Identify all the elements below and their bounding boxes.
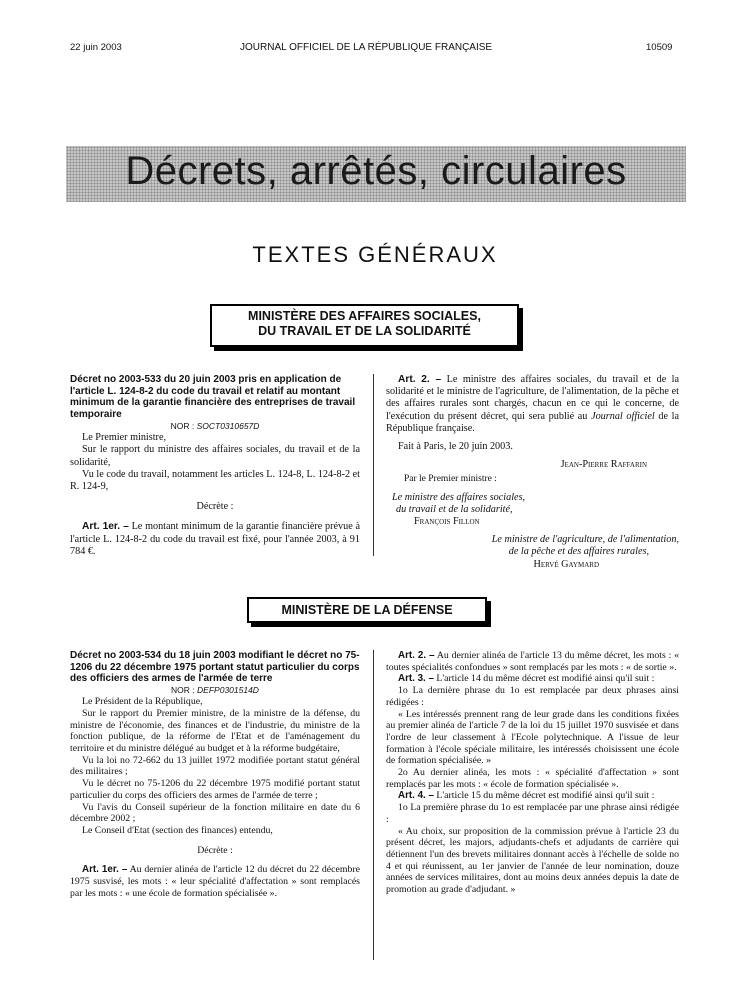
decree2-nor xyxy=(70,685,360,697)
art-label: Art. 1er. – xyxy=(82,864,128,876)
art-text: Au dernier alinéa de l'article 13 du même décret, les mots : « toutes spécialités confondues » sont remplacés par les mots : « de sortie ». xyxy=(386,650,679,673)
decree2-p1: Le Président de la République, xyxy=(82,696,203,708)
decree2-p5: Vu l'avis du Conseil supérieur de la fonction militaire en date du 6 décembre 2002 ; xyxy=(70,801,360,825)
decree2-p2: Sur le rapport du Premier ministre, de la ministre de la défense, du ministre de l'économie, des finances et de l'industrie, du ministre de la fonction publique, de la réforme de l'Etat et de l'aménagement du territoire et du ministre délégué au budget et à la réforme budgétaire, xyxy=(70,707,360,755)
decree2-art4-p1: 1o La première phrase du 1o est remplacée par une phrase ainsi rédigée : xyxy=(386,802,679,825)
decree1-left-column xyxy=(70,374,360,558)
decree2-art3 xyxy=(386,673,679,685)
art-text: Le montant minimum de la garantie financière prévue à l'article L. 124-8-2 du code du travail est fixé, pour l'année 2003, à 91 784 €. xyxy=(70,521,360,557)
section-title: TEXTES GÉNÉRAUX xyxy=(252,242,498,267)
decree1-p1: Le Premier ministre, xyxy=(82,432,167,444)
art-label: Art. 2. – xyxy=(398,650,435,661)
art-text: L'article 14 du même décret est modifié ainsi qu'il suit : xyxy=(436,673,655,685)
nor-label: NOR : xyxy=(170,421,195,431)
decree1-min2-l1: Le ministre de l'agriculture, de l'alimentation, xyxy=(491,534,679,546)
decree1-p2: Sur le rapport du ministre des affaires sociales, du travail et de la solidarité, xyxy=(70,444,360,468)
decree1-nor xyxy=(70,420,360,432)
decree1-min2-name: Hervé Gaymard xyxy=(533,558,599,570)
decree1-signatory: Jean-Pierre Raffarin xyxy=(560,459,647,471)
art-label: Art. 1er. – xyxy=(82,521,129,533)
journal-name: Journal officiel xyxy=(591,410,655,422)
art-text-end: de la République française. xyxy=(386,410,679,434)
decree2-right-column xyxy=(386,650,679,896)
header-page-number: 10509 xyxy=(646,42,673,53)
nor-code: DEFP0301514D xyxy=(197,684,259,695)
art-label: Art. 4. – xyxy=(398,790,434,802)
decree1-min1-name: François Fillon xyxy=(414,516,480,528)
column-divider xyxy=(373,650,374,960)
art-label: Art. 2. – xyxy=(398,374,442,385)
decree2-art2 xyxy=(386,650,679,673)
decree1-right-column xyxy=(386,374,679,571)
decree2-art1 xyxy=(70,864,360,899)
decree2-p6: Le Conseil d'Etat (section des finances) entendu, xyxy=(82,824,273,836)
art-label: Art. 3. – xyxy=(398,673,434,685)
decree1-min1-l2: du travail et de la solidarité, xyxy=(396,503,513,515)
decree2-title: Décret no 2003-534 du 18 juin 2003 modifiant le décret no 75-1206 du 22 décembre 1975 portant statut particulier du corps des officiers des armes de l'armée de terre xyxy=(70,650,360,684)
art-text: Le ministre des affaires sociales, du travail et de la solidarité et le ministre de l'agriculture, de l'alimentation, de la pêche et des affaires rurales sont chargés, chacun en ce qui le concerne, de l'exécution du présent décret, qui sera publié au xyxy=(386,374,680,422)
decree2-art3-p1: 1o La dernière phrase du 1o est remplacée par deux phrases ainsi rédigées : xyxy=(386,685,679,708)
decree1-decrete: Décrète : xyxy=(196,501,234,513)
decree1-min2-l2: de la pêche et des affaires rurales, xyxy=(508,546,649,558)
decree1-fait: Fait à Paris, le 20 juin 2003. xyxy=(398,441,513,453)
ministry-line-1: MINISTÈRE DE LA DÉFENSE xyxy=(281,603,453,617)
banner xyxy=(66,146,686,202)
decree2-art3-p2: « Les intéressés prennent rang de leur grade dans les conditions fixées au premier alinéa de l'article 7 de la loi du 15 juillet 1970 susvisée et dans l'ordre de leur classement à l'Ecole polytechnique. A l'issue de leur formation à l'école spéciale militaire, les intéressés choisissent une école de formation spécialisée. » xyxy=(386,708,679,767)
banner-title: Décrets, arrêtés, circulaires xyxy=(125,149,627,193)
header-journal: JOURNAL OFFICIEL DE LA RÉPUBLIQUE FRANÇAISE xyxy=(240,42,493,53)
decree1-min1-l1: Le ministre des affaires sociales, xyxy=(392,491,526,503)
decree2-p4: Vu le décret no 75-1206 du 22 décembre 1975 modifié portant statut particulier du corps des officiers des armes de l'armée de terre ; xyxy=(70,778,360,801)
art-text: L'article 15 du même décret est modifié ainsi qu'il suit : xyxy=(436,790,655,802)
nor-code: SOCT0310657D xyxy=(196,421,260,431)
column-divider xyxy=(373,374,374,556)
decree2-art3-p3: 2o Au dernier alinéa, les mots : « spécialité d'affectation » sont remplacés par les mots : « école de formation spécialisée ». xyxy=(386,767,679,790)
decree2-decrete: Décrète : xyxy=(197,844,233,856)
header-date: 22 juin 2003 xyxy=(70,42,122,53)
decree2-art4 xyxy=(386,790,679,802)
ministry-box-social xyxy=(210,304,519,347)
nor-label: NOR : xyxy=(171,684,195,695)
ministry-box-defense xyxy=(247,597,487,623)
decree1-p3: Vu le code du travail, notamment les articles L. 124-8, L. 124-8-2 et R. 124-9, xyxy=(70,468,360,493)
decree2-left-column xyxy=(70,650,360,899)
ministry-line-1: MINISTÈRE DES AFFAIRES SOCIALES, xyxy=(248,309,481,323)
art-text: Au dernier alinéa de l'article 12 du décret du 22 décembre 1975 susvisé, les mots : « leur spécialité d'affectation » sont remplacés par les mots : « une école de formation spécialisée ». xyxy=(70,864,360,899)
decree1-art2 xyxy=(386,374,679,435)
ministry-line-2: DU TRAVAIL ET DE LA SOLIDARITÉ xyxy=(258,324,471,338)
decree1-art1 xyxy=(70,521,360,558)
decree2-art4-p2: « Au choix, sur proposition de la commission prévue à l'article 23 du présent décret, les majors, adjudants-chefs et adjudants de carrière qui détiennent l'un des brevets militaires donnant accès à l'échelle de solde no 4 et qui réunissent, au 1er janvier de l'année de leur nomination, douze années de services militaires, dont au moins deux années depuis la date de promotion au grade d'adjudant. » xyxy=(386,825,679,896)
decree1-par: Par le Premier ministre : xyxy=(404,474,497,485)
decree1-title: Décret no 2003-533 du 20 juin 2003 pris en application de l'article L. 124-8-2 du code du travail et relatif au montant minimum de la garantie financière des entreprises de travail temporaire xyxy=(70,374,356,420)
decree2-p3: Vu la loi no 72-662 du 13 juillet 1972 modifiée portant statut général des militaires ; xyxy=(70,754,360,778)
